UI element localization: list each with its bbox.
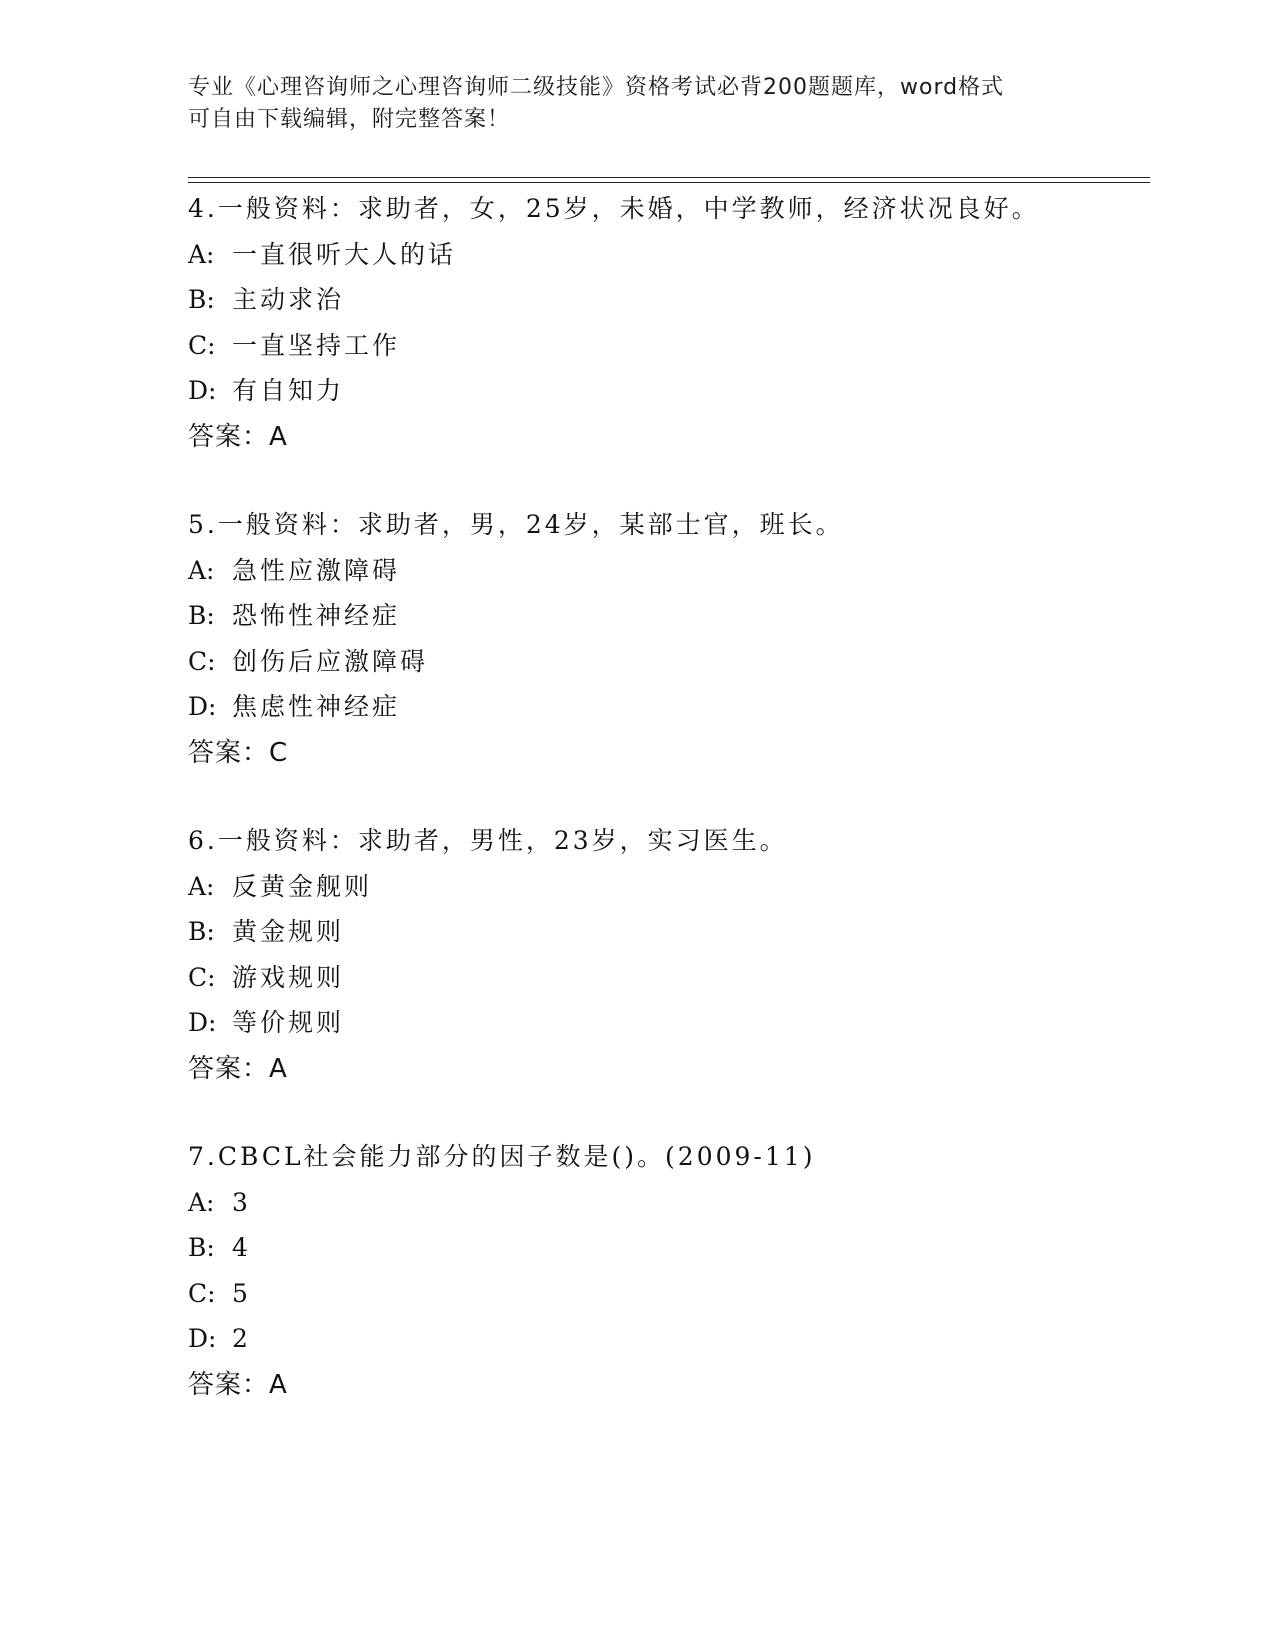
answer-label: 答案：A xyxy=(188,1369,288,1400)
option-b: B: 主动求治 xyxy=(188,285,345,314)
option-a: A: 急性应激障碍 xyxy=(188,555,401,585)
question-block xyxy=(188,1134,1148,1408)
question-text: 4.一般资料：求助者，女，25岁，未婚，中学教师，经济状况良好。 xyxy=(188,194,1040,223)
option-b: B: 恐怖性神经症 xyxy=(188,601,401,630)
answer-label: 答案：A xyxy=(188,421,288,452)
answer-label: 答案：C xyxy=(188,737,289,768)
option-c: C: 游戏规则 xyxy=(188,962,345,992)
option-d: D: 等价规则 xyxy=(188,1008,345,1037)
option-b: B: 黄金规则 xyxy=(188,917,345,946)
question-text: 5.一般资料：求助者，男，24岁，某部士官，班长。 xyxy=(188,510,844,539)
option-c: C: 一直坚持工作 xyxy=(188,330,401,360)
option-b: B: 4 xyxy=(188,1233,251,1262)
header-divider-top xyxy=(188,177,1150,178)
option-d: D: 2 xyxy=(188,1324,251,1353)
header-line-2: 可自由下载编辑，附完整答案！ xyxy=(188,107,511,132)
option-c: C: 创伤后应激障碍 xyxy=(188,646,429,676)
option-d: D: 有自知力 xyxy=(188,376,345,405)
option-a: A: 3 xyxy=(188,1187,251,1217)
question-text: 6.一般资料：求助者，男性，23岁，实习医生。 xyxy=(188,826,788,855)
header-divider-bottom xyxy=(188,182,1150,183)
question-block xyxy=(188,186,1148,460)
question-block xyxy=(188,818,1148,1092)
option-a: A: 一直很听大人的话 xyxy=(188,239,457,269)
option-d: D: 焦虑性神经症 xyxy=(188,692,401,721)
document-header xyxy=(188,72,1088,136)
header-line-1: 专业《心理咨询师之心理咨询师二级技能》资格考试必背200题题库，word格式 xyxy=(188,75,1005,100)
option-a: A: 反黄金舰则 xyxy=(188,871,373,901)
question-text: 7.CBCL社会能力部分的因子数是()。(2009-11) xyxy=(188,1142,816,1171)
answer-label: 答案：A xyxy=(188,1053,288,1084)
option-c: C: 5 xyxy=(188,1278,251,1308)
question-block xyxy=(188,502,1148,776)
